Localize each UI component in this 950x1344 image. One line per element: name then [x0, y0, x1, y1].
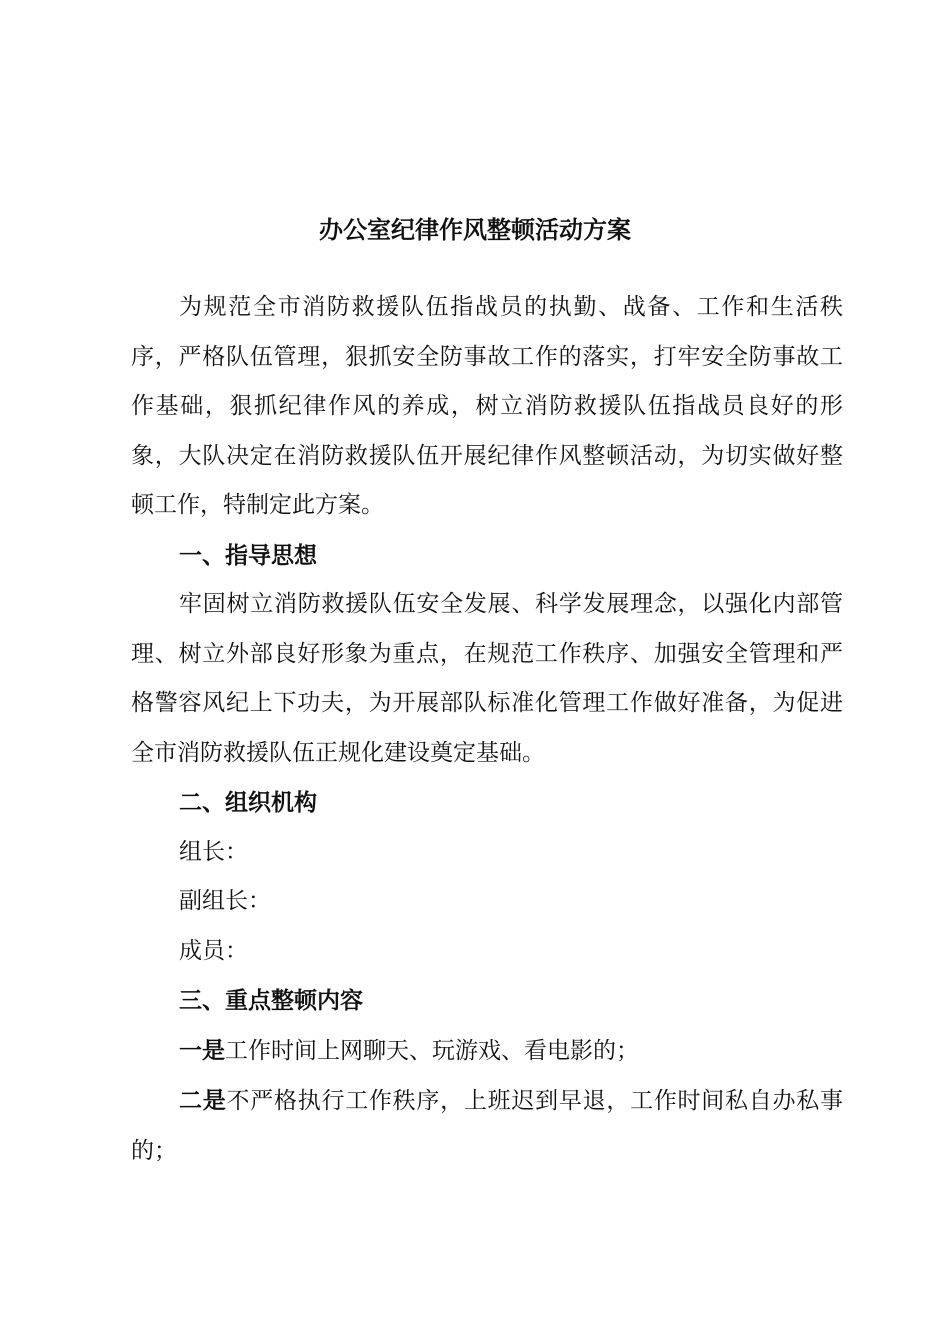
- organization-leader: 组长：: [179, 838, 248, 865]
- section-heading-key-content: 三、重点整顿内容: [179, 987, 363, 1014]
- section-heading-organization: 二、组织机构: [179, 789, 317, 816]
- section-heading-guiding-thought: 一、指导思想: [179, 541, 317, 569]
- organization-deputy-leader: 副组长：: [179, 888, 271, 914]
- document-body: [131, 283, 843, 1176]
- intro-paragraph: 为规范全市消防救援队伍指战员的执勤、战备、工作和生活秩序，严格队伍管理，狠抓安全防事故工作的落实，打牢安全防事故工作基础，狠抓纪律作风的养成，树立消防救援队伍指战员良好的形象，大队决定在消防救援队伍开展纪律作风整顿活动，为切实做好整顿工作，特制定此方案。: [131, 294, 843, 518]
- guiding-thought-paragraph: 牢固树立消防救援队伍安全发展、科学发展理念，以强化内部管理、树立外部良好形象为重点，在规范工作秩序、加强安全管理和严格警容风纪上下功夫，为开展部队标准化管理工作做好准备，为促进全市消防救援队伍正规化建设奠定基础。: [131, 591, 843, 766]
- document-title: 办公室纪律作风整顿活动方案: [319, 215, 631, 244]
- item-text: 工作时间上网聊天、玩游戏、看电影的；: [225, 1037, 639, 1064]
- item-lead: 一是: [179, 1036, 225, 1064]
- organization-members: 成员：: [179, 937, 248, 964]
- item-lead: 二是: [179, 1087, 227, 1114]
- key-content-item: [131, 1026, 843, 1077]
- key-content-item: [131, 1076, 843, 1176]
- item-text: 不严格执行工作秩序，上班迟到早退，工作时间私自办私事的；: [131, 1088, 844, 1164]
